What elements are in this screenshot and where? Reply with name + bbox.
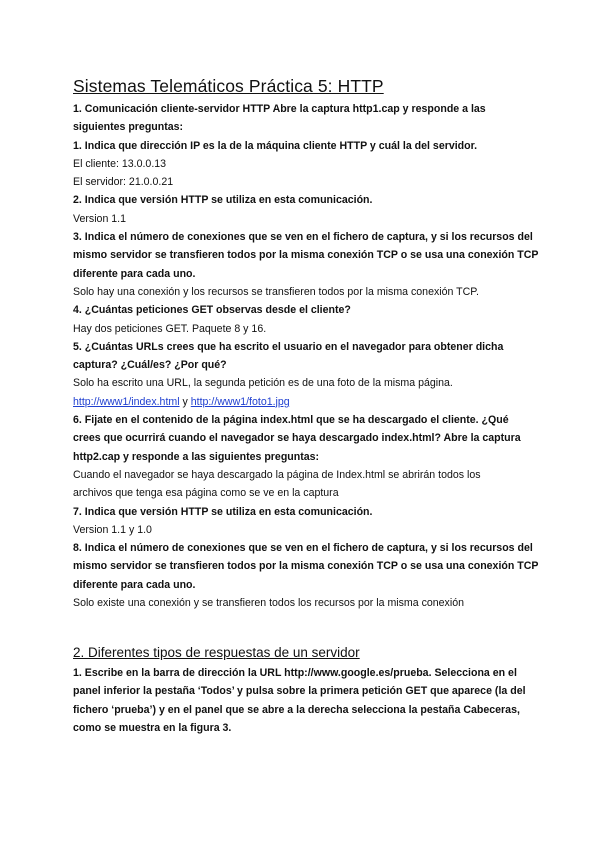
question-1: 1. Indica que dirección IP es la de la máquina cliente HTTP y cuál la del servidor. (73, 139, 478, 152)
question-3-line-2: mismo servidor se transfieren todos por la misma conexión TCP o se usa una conexión TCP (73, 249, 539, 262)
question-5-line-2: captura? ¿Cuál/es? ¿Por qué? (73, 359, 227, 372)
question-8-line-1: 8. Indica el número de conexiones que se ven en el fichero de captura, y si los recursos del (73, 542, 533, 555)
question-5-line-1: 5. ¿Cuántas URLs crees que ha escrito el usuario en el navegador para obtener dicha (73, 340, 504, 353)
answer-3: Solo hay una conexión y los recursos se transfieren todos por la misma conexión TCP. (73, 285, 479, 298)
question-8-line-2: mismo servidor se transfieren todos por la misma conexión TCP o se usa una conexión TCP (73, 560, 539, 573)
answer-1-client: El cliente: 13.0.0.13 (73, 157, 167, 170)
link-index-html[interactable]: http://www1/index.html (73, 395, 180, 408)
question-2: 2. Indica que versión HTTP se utiliza en esta comunicación. (73, 194, 373, 207)
section-2-heading: 2. Diferentes tipos de respuestas de un servidor (73, 645, 360, 660)
section-1 (73, 100, 539, 612)
question-4: 4. ¿Cuántas peticiones GET observas desde el cliente? (73, 304, 351, 317)
answer-5-links (73, 393, 533, 411)
question-3-line-1: 3. Indica el número de conexiones que se ven en el fichero de captura, y si los recursos del (73, 231, 533, 244)
question-7: 7. Indica que versión HTTP se utiliza en esta comunicación. (73, 505, 373, 518)
answer-6-line-2: archivos que tenga esa página como se ve en la captura (73, 487, 339, 500)
answer-4: Hay dos peticiones GET. Paquete 8 y 16. (73, 322, 267, 335)
question-6-line-1: 6. Fijate en el contenido de la página index.html que se ha descargado el cliente. ¿Qué (73, 414, 509, 427)
answer-2: Version 1.1 (73, 212, 127, 225)
section-2-paragraph-line-1: 1. Escribe en la barra de dirección la URL http://www.google.es/prueba. Selecciona en el (73, 667, 517, 679)
answer-1-server: El servidor: 21.0.0.21 (73, 176, 174, 189)
section-2-paragraph-line-2: panel inferior la pestaña ‘Todos’ y pulsa sobre la primera petición GET que aparece (la del (73, 685, 526, 698)
answer-8: Solo existe una conexión y se transfieren todos los recursos por la misma conexión (73, 597, 464, 610)
answer-5: Solo ha escrito una URL, la segunda petición es de una foto de la misma página. (73, 377, 453, 390)
question-3-line-3: diferente para cada uno. (73, 267, 196, 280)
question-6-line-3: http2.cap y responde a las siguientes preguntas: (73, 450, 320, 463)
answer-6-line-1: Cuando el navegador se haya descargado la página de Index.html se abrirán todos los (73, 468, 481, 481)
link-separator: y (179, 395, 191, 408)
section-1-intro-line-2: siguientes preguntas: (73, 121, 184, 134)
document-title: Sistemas Telemáticos Práctica 5: HTTP (73, 76, 384, 96)
answer-7: Version 1.1 y 1.0 (73, 523, 152, 536)
link-foto1-jpg[interactable]: http://www1/foto1.jpg (190, 395, 290, 408)
question-6-line-2: crees que ocurrirá cuando el navegador se haya descargado index.html? Abre la captura (73, 432, 521, 445)
section-2 (73, 664, 533, 737)
section-2-paragraph-line-3: fichero ‘prueba’) y en el panel que se abre a la derecha selecciona la pestaña Cabeceras, (73, 703, 520, 716)
question-8-line-3: diferente para cada uno. (73, 578, 196, 591)
section-1-intro-line-1: 1. Comunicación cliente-servidor HTTP Abre la captura http1.cap y responde a las (73, 103, 486, 115)
section-2-paragraph-line-4: como se muestra en la figura 3. (73, 721, 232, 734)
